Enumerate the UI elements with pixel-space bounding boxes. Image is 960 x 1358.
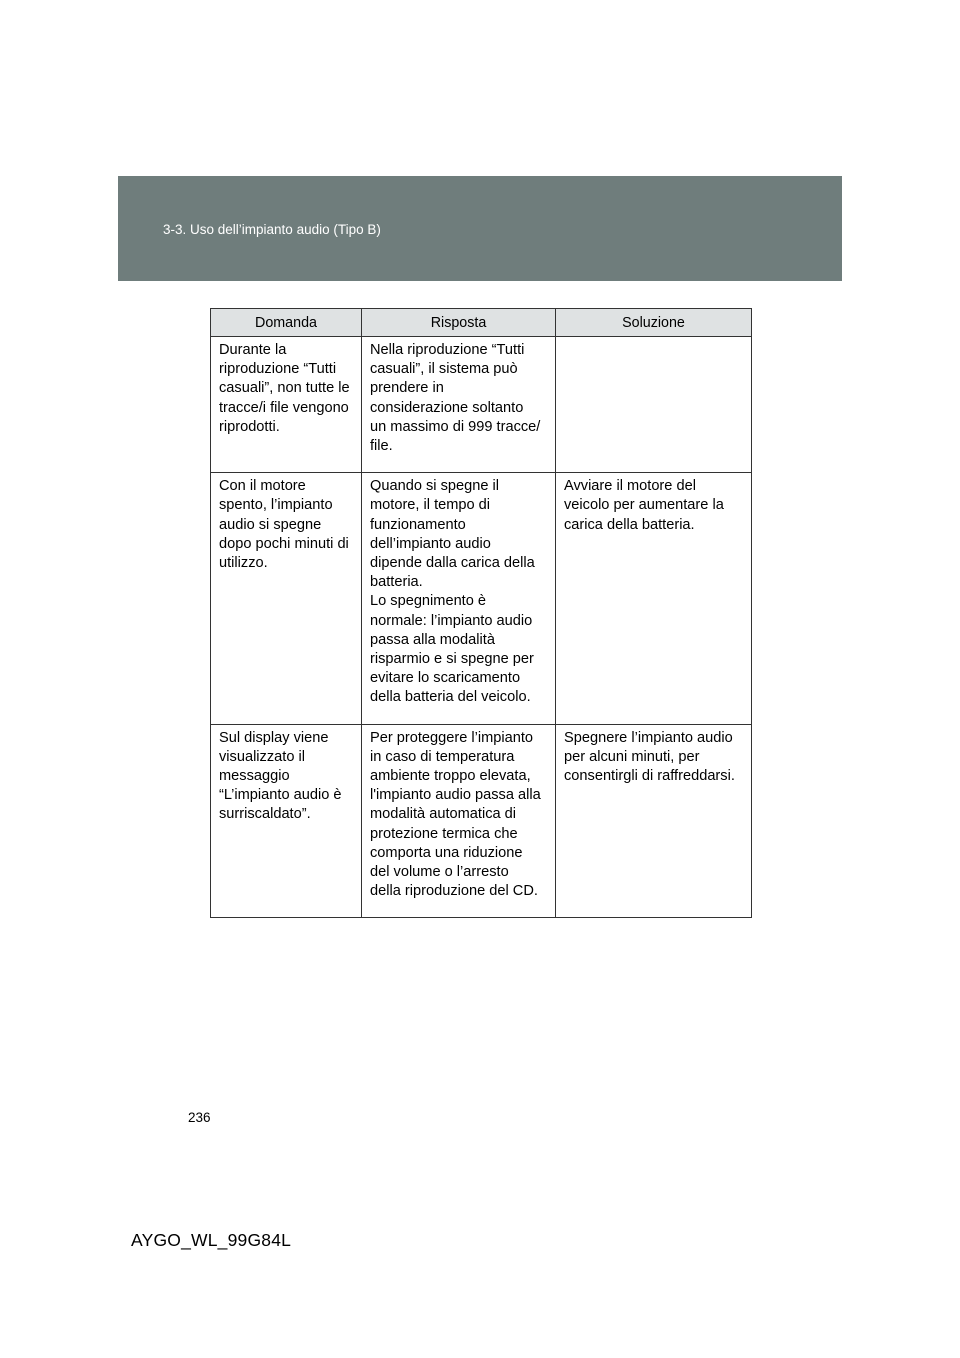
cell-text: Sul display viene visualizzato il messaggio “L’impianto audio è surriscaldato”. <box>219 729 342 823</box>
cell-text <box>556 337 751 357</box>
column-header-domanda: Domanda <box>211 309 362 337</box>
table-row <box>211 473 752 724</box>
table-cell-risposta <box>362 337 556 473</box>
table-cell-domanda <box>211 473 362 724</box>
table-row <box>211 337 752 473</box>
cell-text: Nella riproduzione “Tutti casuali”, il sistema può prendere in considerazione soltanto un massimo di 999 tracce/ file. <box>370 342 541 455</box>
table-cell-soluzione <box>556 337 752 473</box>
table-cell-domanda <box>211 724 362 918</box>
cell-text: Avviare il motore del veicolo per aumentare la carica della batteria. <box>564 478 724 533</box>
table-row <box>211 724 752 918</box>
document-code: AYGO_WL_99G84L <box>131 1230 292 1250</box>
table-cell-soluzione <box>556 724 752 918</box>
section-header-band <box>118 176 842 281</box>
section-title: 3-3. Uso dell’impianto audio (Tipo B) <box>163 222 381 237</box>
table-cell-soluzione <box>556 473 752 724</box>
cell-text: Per proteggere l’impianto in caso di temperatura ambiente troppo elevata, l'impianto audio passa alla modalità automatica di protezione termica che comporta una riduzione del volume o l’arresto della riproduzione del CD. <box>370 729 541 900</box>
page-number: 236 <box>188 1110 211 1125</box>
cell-text: Durante la riproduzione “Tutti casuali”, non tutte le tracce/i file vengono riprodotti. <box>219 342 350 435</box>
column-header-soluzione: Soluzione <box>556 309 752 337</box>
cell-text: Spegnere l’impianto audio per alcuni minuti, per consentirgli di raffreddarsi. <box>564 729 735 785</box>
column-header-risposta: Risposta <box>362 309 556 337</box>
table-cell-risposta <box>362 473 556 724</box>
table-cell-domanda <box>211 337 362 473</box>
troubleshooting-table <box>210 308 752 918</box>
cell-text: Con il motore spento, l’impianto audio si spegne dopo pochi minuti di utilizzo. <box>219 478 349 572</box>
cell-text: Quando si spegne il motore, il tempo di funzionamento dell’impianto audio dipende dalla carica della batteria. Lo spegnimento è normale: l’impianto audio passa alla modalità risparmio e si spegne per evitare lo scaricamento della batteria del veicolo. <box>370 478 535 706</box>
table-header-row <box>211 309 752 337</box>
table-cell-risposta <box>362 724 556 918</box>
